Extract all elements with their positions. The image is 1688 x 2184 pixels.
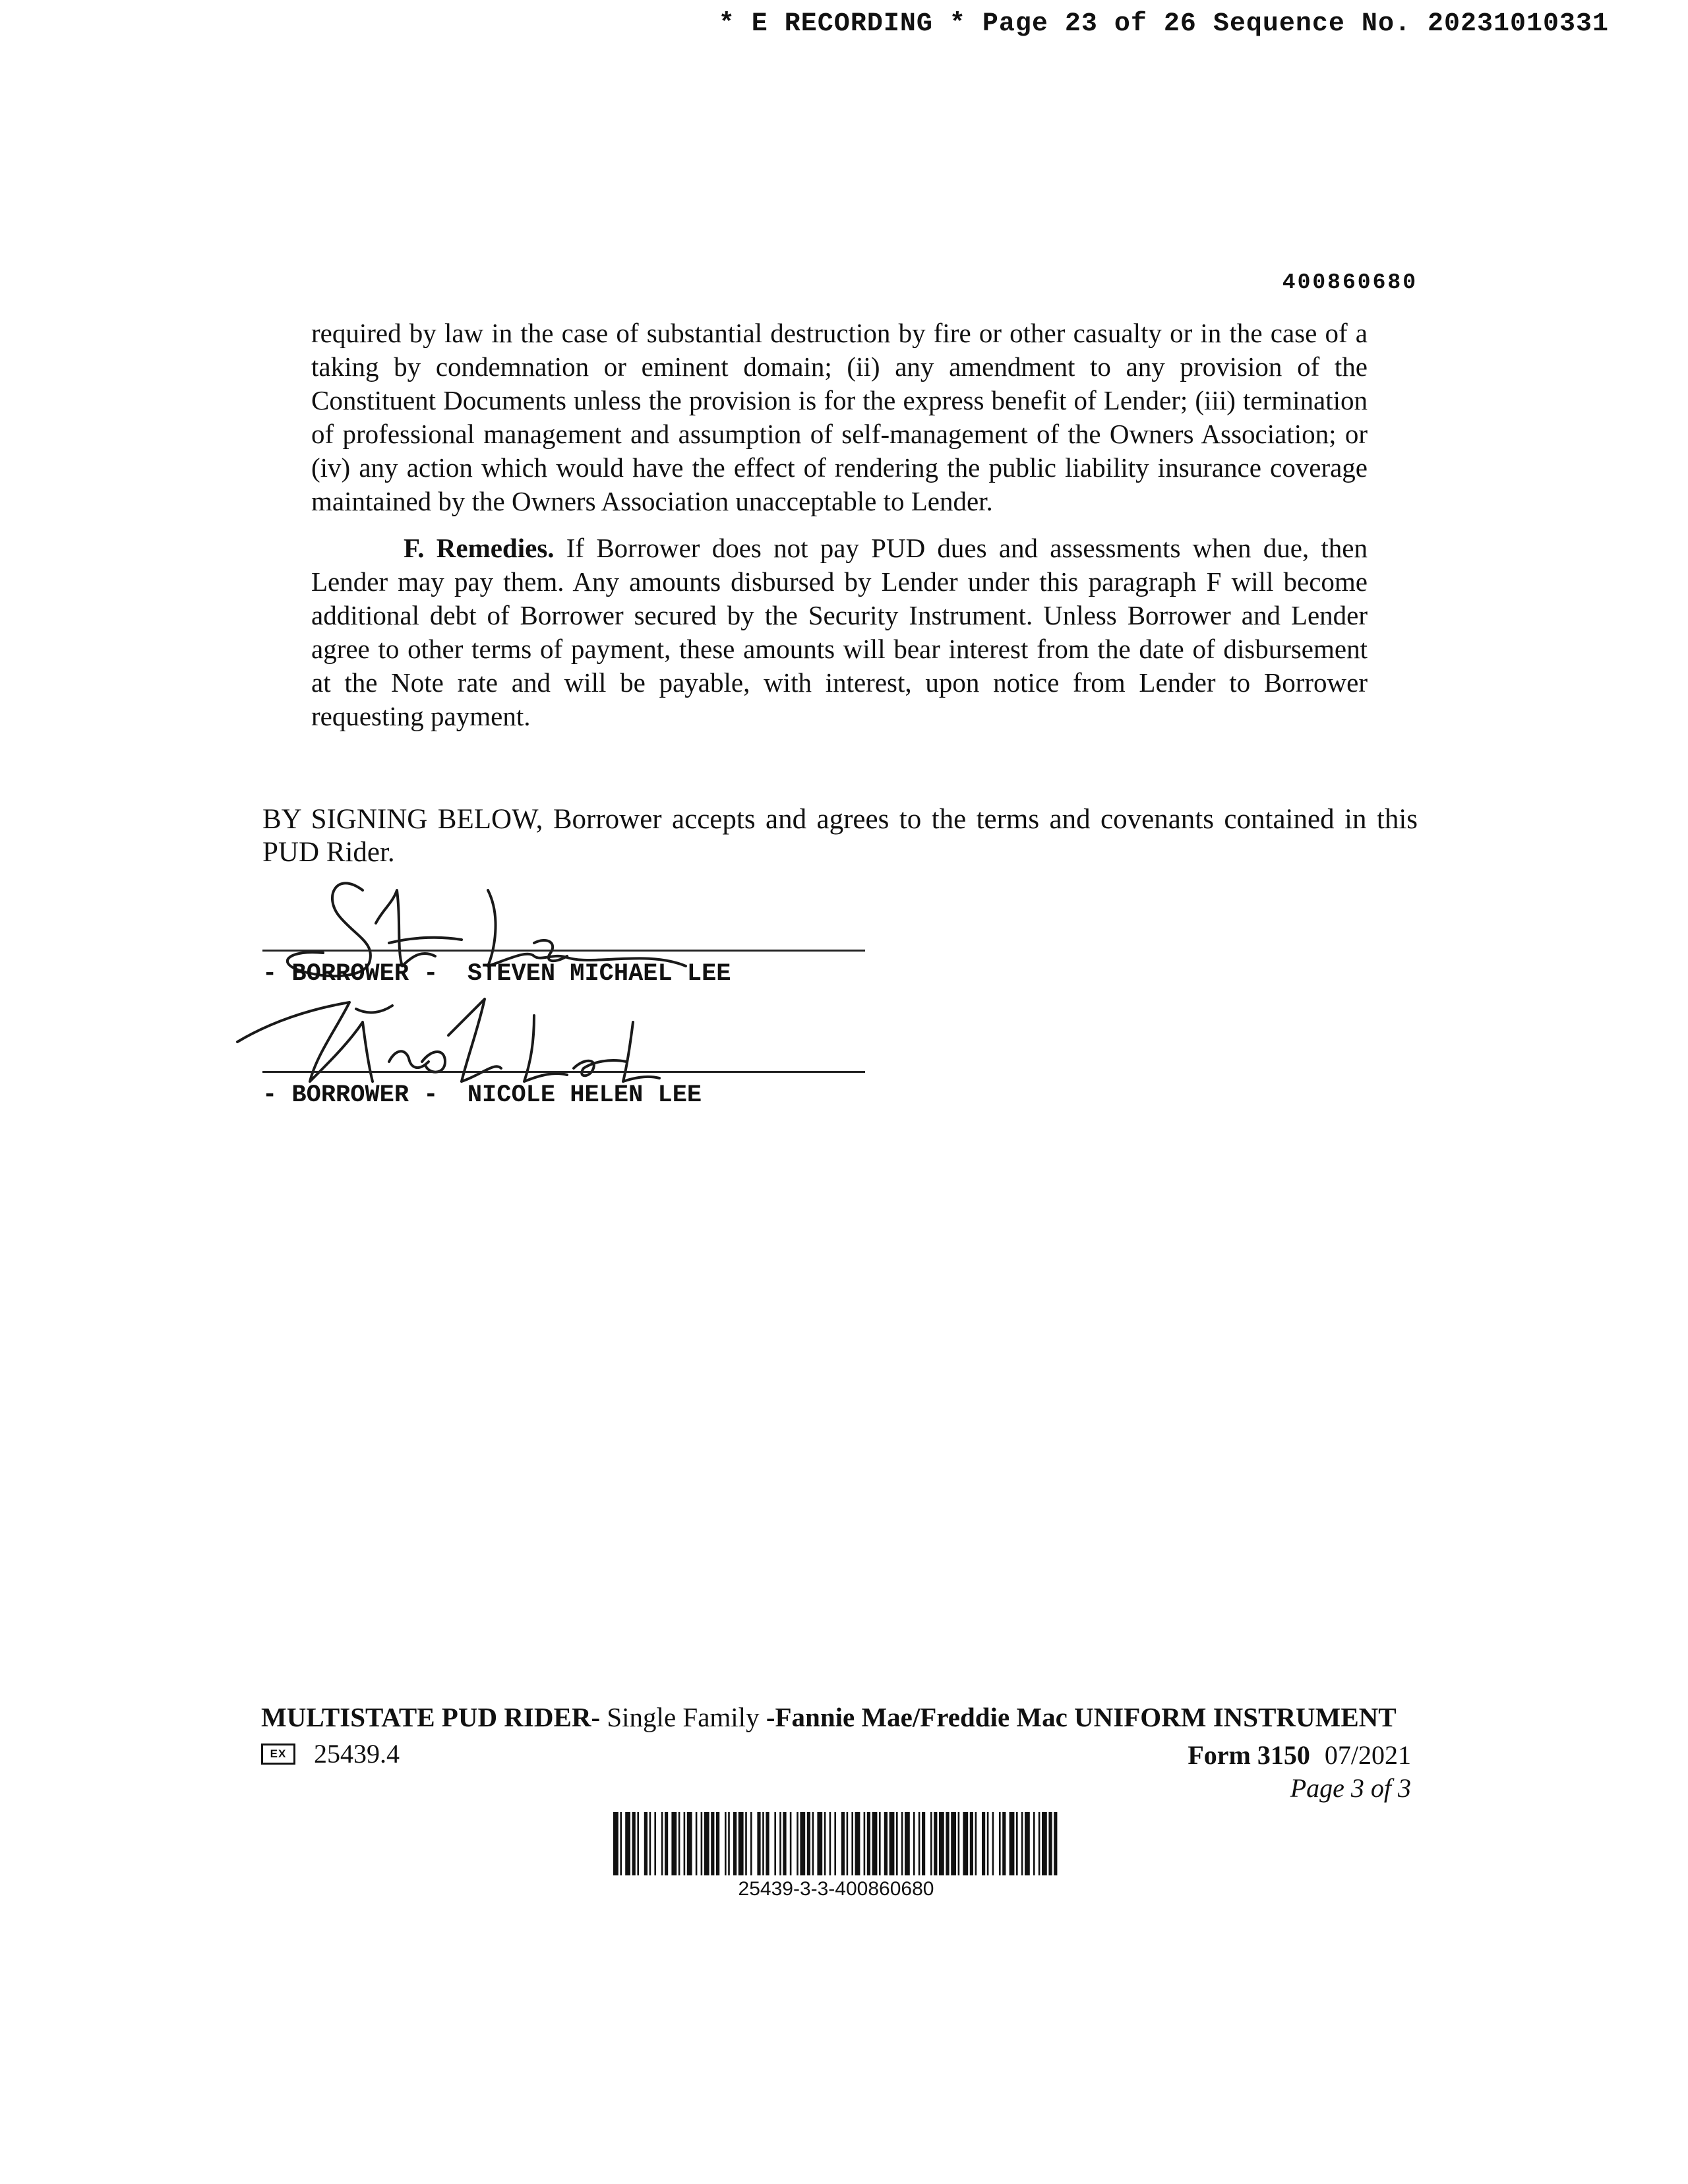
barcode-bar xyxy=(733,1812,737,1875)
barcode-bar xyxy=(958,1812,960,1875)
form-title-part-3: -Fannie Mae/Freddie Mac UNIFORM INSTRUMENT xyxy=(766,1702,1397,1732)
barcode-bar xyxy=(999,1812,1001,1875)
barcode-bar xyxy=(812,1812,814,1875)
barcode-bar xyxy=(884,1812,888,1875)
barcode-bar xyxy=(701,1812,703,1875)
barcode-bar xyxy=(841,1812,845,1875)
page-indicator: Page 3 of 3 xyxy=(1290,1773,1411,1803)
remedies-heading: F. Remedies. xyxy=(404,533,555,563)
loan-number: 400860680 xyxy=(1282,270,1418,295)
barcode-bar xyxy=(757,1812,760,1875)
barcode-bar xyxy=(637,1812,639,1875)
barcode-bar xyxy=(922,1812,925,1875)
form-title-part-2: Single Family xyxy=(600,1702,766,1732)
barcode-bar xyxy=(855,1812,860,1875)
barcode-bar xyxy=(992,1812,994,1875)
barcode-bar xyxy=(970,1812,973,1875)
barcode-bar xyxy=(913,1812,915,1875)
form-number xyxy=(1188,1740,1411,1771)
barcode-bar xyxy=(745,1812,747,1875)
barcode-bar xyxy=(939,1812,944,1875)
barcode-bar xyxy=(800,1812,805,1875)
barcode-bar xyxy=(738,1812,744,1875)
barcode-bar xyxy=(783,1812,786,1875)
barcode-bar xyxy=(704,1812,709,1875)
barcode-bar xyxy=(1025,1812,1030,1875)
barcode-bar xyxy=(750,1812,752,1875)
barcode-bar xyxy=(1002,1812,1006,1875)
barcode-bar xyxy=(934,1812,937,1875)
borrower-1-label: - BORROWER - STEVEN MICHAEL LEE xyxy=(262,960,731,988)
borrower-2-signature-line xyxy=(262,1071,865,1073)
barcode-bar xyxy=(817,1812,822,1875)
barcode-bar xyxy=(696,1812,698,1875)
barcode-bar xyxy=(951,1812,956,1875)
form-title-part-1: MULTISTATE PUD RIDER- xyxy=(261,1702,601,1732)
barcode-bar xyxy=(807,1812,810,1875)
barcode-bar xyxy=(644,1812,648,1875)
barcode-bar xyxy=(797,1812,799,1875)
barcode-bar xyxy=(728,1812,730,1875)
recording-header: * E RECORDING * Page 23 of 26 Sequence No. 20231010331 xyxy=(718,9,1609,39)
barcode-bar xyxy=(687,1812,692,1875)
barcode-bar xyxy=(625,1812,630,1875)
barcode-bar xyxy=(829,1812,831,1875)
barcode-bar xyxy=(1021,1812,1023,1875)
barcode-bar xyxy=(661,1812,663,1875)
barcode-bar xyxy=(930,1812,932,1875)
barcode-bar xyxy=(779,1812,781,1875)
form-label: Form 3150 xyxy=(1188,1740,1310,1770)
barcode-bar xyxy=(774,1812,776,1875)
borrower-2-label: - BORROWER - NICOLE HELEN LEE xyxy=(262,1081,702,1109)
ex-logo-icon: EX xyxy=(261,1744,295,1765)
barcode-bar xyxy=(896,1812,898,1875)
barcode-bar xyxy=(1033,1812,1035,1875)
barcode-bar xyxy=(1039,1812,1040,1875)
form-date: 07/2021 xyxy=(1324,1740,1411,1770)
barcode-bar xyxy=(1016,1812,1018,1875)
barcode-bar xyxy=(716,1812,719,1875)
barcode-bar xyxy=(872,1812,878,1875)
barcode-bar xyxy=(649,1812,651,1875)
body-paragraph-1: required by law in the case of substantial destruction by fire or other casualty or in the case of a taking by condemnation or eminent domain; (ii) any amendment to any provision of the Constituent Documents unless the provision is for the express benefit of Lender; (iii) termination of professional management and assumption of self-management of the Owners Association; or (iv) any action which would have the effect of rendering the public liability insurance coverage maintained by the Owners Association unacceptable to Lender. xyxy=(311,318,1368,516)
barcode-text: 25439-3-3-400860680 xyxy=(738,1878,934,1900)
borrower-1-signature-line xyxy=(262,950,865,952)
barcode-bar xyxy=(790,1812,792,1875)
barcode-bar xyxy=(620,1812,622,1875)
barcode-bar xyxy=(987,1812,989,1875)
barcode-bar xyxy=(1010,1812,1015,1875)
footer-doc-code-group xyxy=(261,1738,400,1769)
barcode-bar xyxy=(684,1812,686,1875)
barcode-bar xyxy=(1054,1812,1057,1875)
barcode-bar xyxy=(665,1812,668,1875)
barcode-bar xyxy=(678,1812,680,1875)
barcode-bar xyxy=(867,1812,870,1875)
barcode-bar xyxy=(889,1812,895,1875)
barcode-bar xyxy=(905,1812,910,1875)
barcode-bar xyxy=(632,1812,636,1875)
barcode-bar xyxy=(1048,1812,1052,1875)
barcode-bar xyxy=(711,1812,714,1875)
barcode-bar xyxy=(766,1812,769,1875)
barcode-bar xyxy=(963,1812,968,1875)
barcode-bar xyxy=(725,1812,727,1875)
body-paragraph-2 xyxy=(311,531,1368,733)
barcode-icon xyxy=(613,1812,1059,1875)
barcode-bar xyxy=(864,1812,866,1875)
form-title xyxy=(261,1701,1397,1733)
doc-code: 25439.4 xyxy=(314,1739,400,1769)
barcode-bar xyxy=(824,1812,826,1875)
barcode-bar xyxy=(879,1812,881,1875)
barcode-bar xyxy=(919,1812,920,1875)
barcode-bar xyxy=(982,1812,985,1875)
barcode-bar xyxy=(901,1812,903,1875)
signing-statement: BY SIGNING BELOW, Borrower accepts and agrees to the terms and covenants contained in this PUD Rider. xyxy=(262,804,1418,868)
barcode-bar xyxy=(762,1812,764,1875)
barcode-bar xyxy=(671,1812,677,1875)
remedies-text: If Borrower does not pay PUD dues and assessments when due, then Lender may pay them. Any amounts disbursed by Lender under this paragraph F will become additional debt of Borrower secured by the Security Instrument. Unless Borrower and Lender agree to other terms of payment, these amounts will bear interest from the date of disbursement at the Note rate and will be payable, with interest, upon notice from Lender to Borrower requesting payment. xyxy=(311,533,1368,731)
barcode-bar xyxy=(1042,1812,1047,1875)
barcode-bar xyxy=(851,1812,853,1875)
barcode-bar xyxy=(613,1812,618,1875)
barcode-bar xyxy=(946,1812,949,1875)
barcode-bar xyxy=(834,1812,836,1875)
barcode-bar xyxy=(847,1812,849,1875)
barcode-bar xyxy=(975,1812,977,1875)
barcode-bar xyxy=(654,1812,656,1875)
